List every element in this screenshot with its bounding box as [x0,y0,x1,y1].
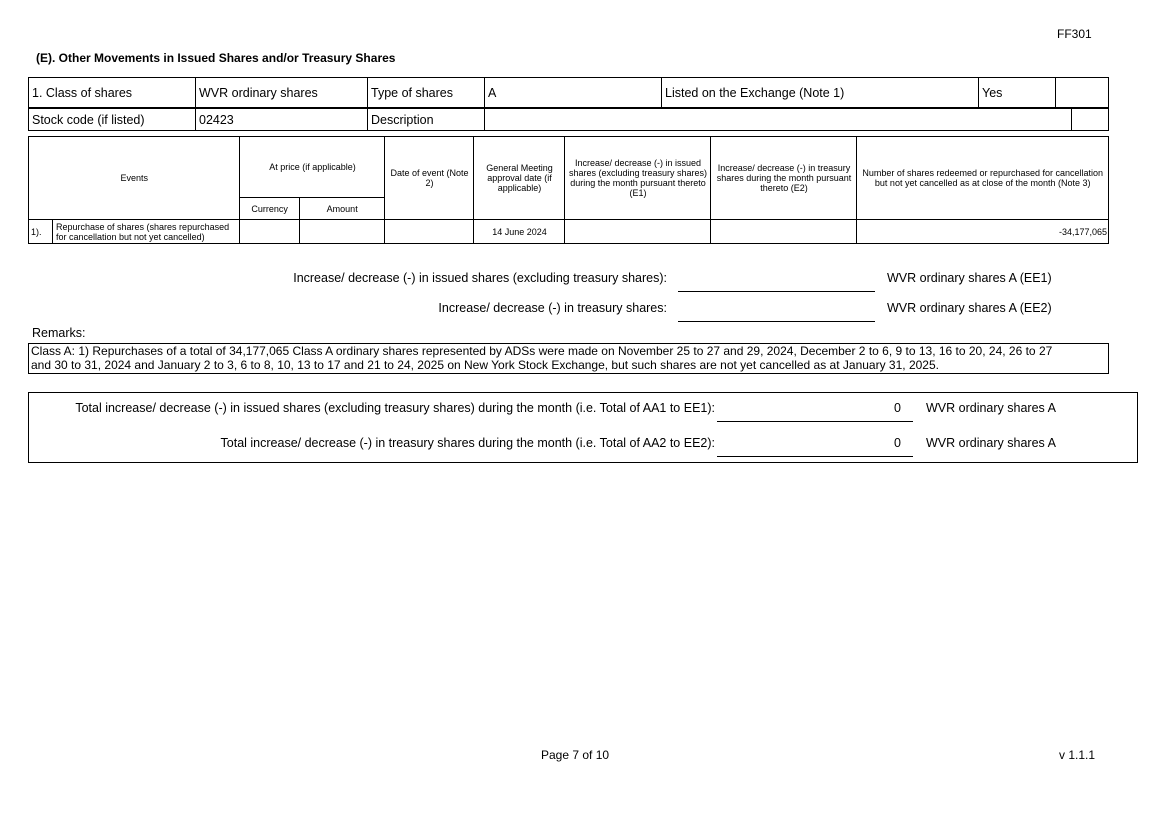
class-value: WVR ordinary shares [196,78,368,108]
summary-treasury-label: Increase/ decrease (-) in treasury shares: [438,301,667,315]
row-e1 [565,220,711,244]
row-e2 [711,220,857,244]
header-currency: Currency [240,198,299,220]
total-issued-unit: WVR ordinary shares A [926,401,1056,415]
events-table [28,136,1109,244]
empty-cell [1072,109,1109,131]
type-label: Type of shares [368,78,485,108]
total-treasury-unit: WVR ordinary shares A [926,436,1056,450]
total-issued-label: Total increase/ decrease (-) in issued shares (excluding treasury shares) during the month (i.e. Total of AA1 to EE1): [75,401,715,415]
total-treasury-label: Total increase/ decrease (-) in treasury shares during the month (i.e. Total of AA2 to EE2): [220,436,715,450]
total-issued-value: 0 [894,401,901,415]
header-amount: Amount [299,198,385,220]
stock-code-value: 02423 [196,109,368,131]
header-redeemed: Number of shares redeemed or repurchased for cancellation but not yet cancelled as at close of the month (Note 3) [857,137,1109,220]
remarks-label: Remarks: [32,326,86,340]
header-events: Events [29,137,240,220]
summary-issued-unit: WVR ordinary shares A (EE1) [887,271,1052,285]
header-e1: Increase/ decrease (-) in issued shares (excluding treasury shares) during the month pursuant thereto (E1) [565,137,711,220]
remarks-line-2: and 30 to 31, 2024 and January 2 to 3, 6 to 8, 10, 13 to 17 and 21 to 24, 2025 on New York Stock Exchange, but such shares are not yet cancelled as at January 31, 2025. [31,358,939,372]
header-e2: Increase/ decrease (-) in treasury shares during the month pursuant thereto (E2) [711,137,857,220]
row-currency [240,220,299,244]
summary-treasury-value [678,301,875,322]
empty-cell [1056,78,1109,108]
row-date-of-event [385,220,474,244]
stock-code-label: Stock code (if listed) [29,109,196,131]
summary-issued-value [678,271,875,292]
row-amount [299,220,385,244]
row-redeemed: -34,177,065 [857,220,1109,244]
listed-label: Listed on the Exchange (Note 1) [662,78,979,108]
class-of-shares-row [28,77,1109,108]
version: v 1.1.1 [1059,748,1096,762]
header-gm-date: General Meeting approval date (if applicable) [474,137,565,220]
stock-code-row [28,108,1109,131]
summary-treasury-unit: WVR ordinary shares A (EE2) [887,301,1052,315]
header-at-price: At price (if applicable) [240,137,385,198]
listed-value: Yes [979,78,1056,108]
row-gm-date: 14 June 2024 [474,220,565,244]
total-treasury-value-field [717,436,913,457]
class-label: 1. Class of shares [29,78,196,108]
total-issued-value-field [717,401,913,422]
table-row [29,220,1109,244]
summary-issued-label: Increase/ decrease (-) in issued shares (excluding treasury shares): [293,271,667,285]
row-description: Repurchase of shares (shares repurchased for cancellation but not yet cancelled) [53,220,240,244]
description-value [485,109,1072,131]
header-date-of-event: Date of event (Note 2) [385,137,474,220]
section-title: (E). Other Movements in Issued Shares and/or Treasury Shares [36,51,396,65]
form-code: FF301 [1057,27,1092,41]
page-number: Page 7 of 10 [541,748,610,762]
description-label: Description [368,109,485,131]
type-value: A [485,78,662,108]
remarks-line-1: Class A: 1) Repurchases of a total of 34,177,065 Class A ordinary shares represented by ADSs were made on November 25 to 27 and 29, 2024, December 2 to 6, 9 to 13, 16 to 20, 24, 26 to 27 [31,344,1053,358]
row-number: 1). [29,220,53,244]
total-treasury-value: 0 [894,436,901,450]
remarks-box [28,343,1109,374]
